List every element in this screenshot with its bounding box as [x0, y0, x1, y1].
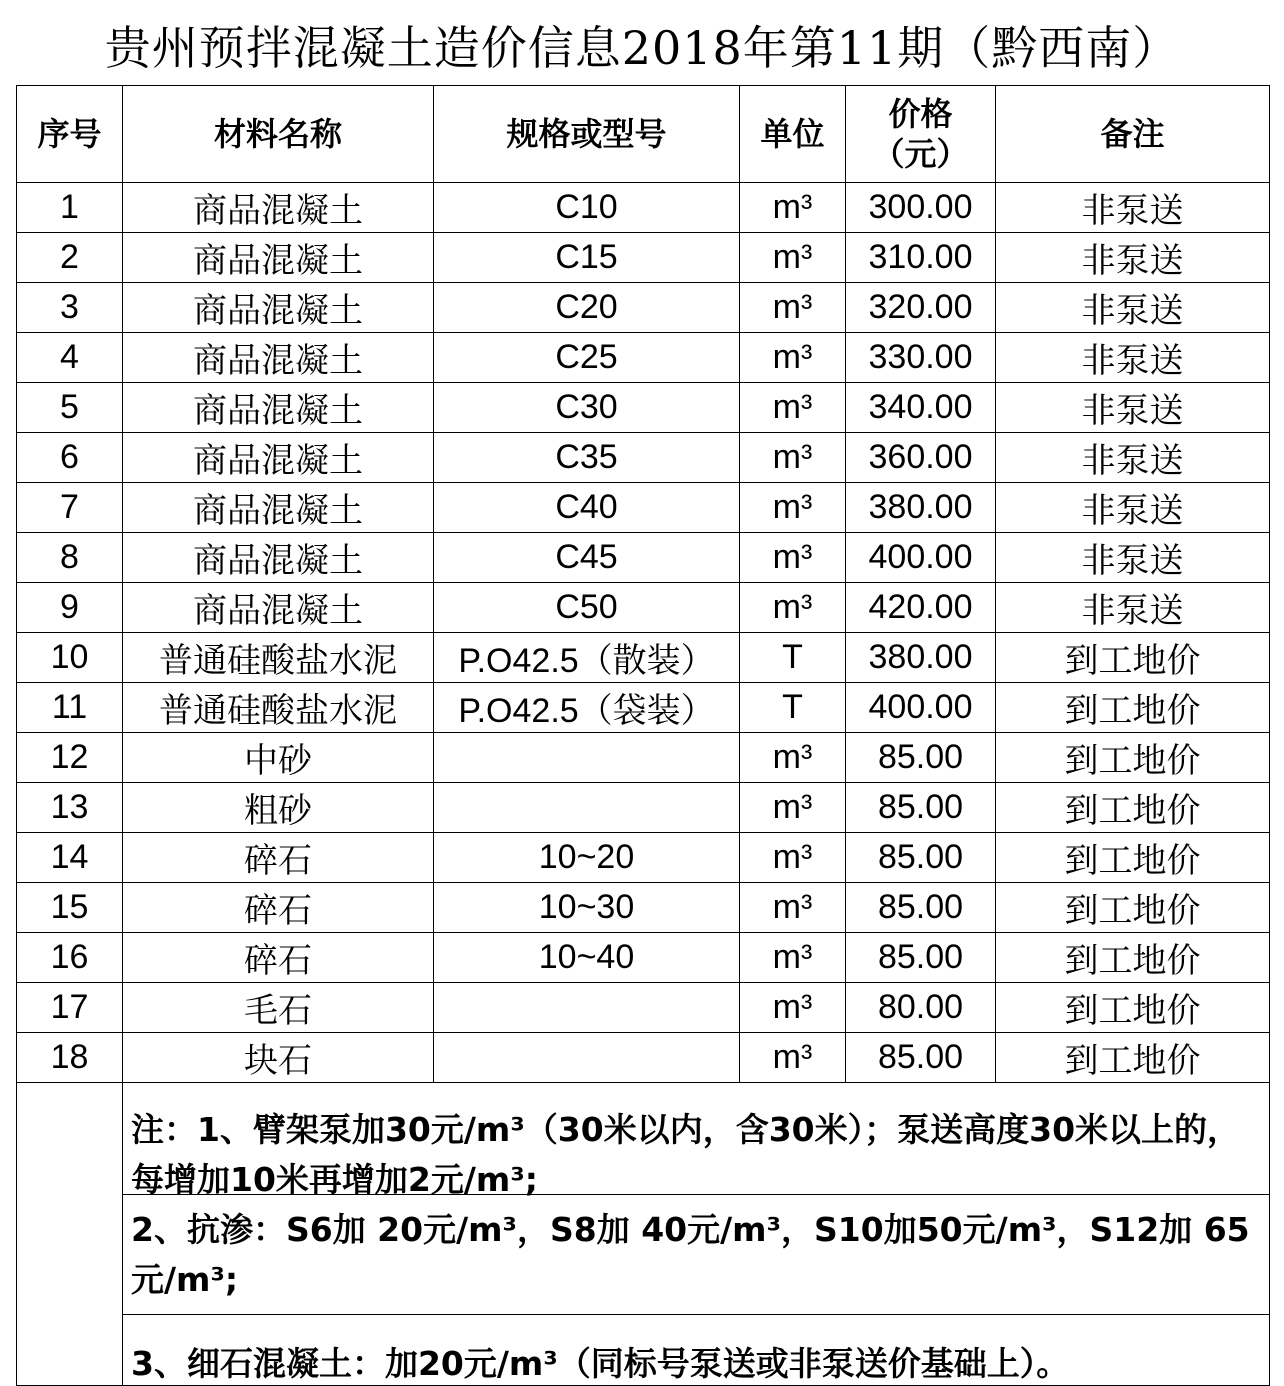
notes-blank-cell [17, 1083, 123, 1386]
cell-unit: T [740, 683, 846, 733]
table-row [17, 683, 1270, 733]
cell-name: 普通硅酸盐水泥 [123, 683, 434, 733]
cell-spec [434, 733, 740, 783]
cell-price: 400.00 [846, 533, 996, 583]
cell-seq: 7 [17, 483, 123, 533]
note-2: 2、抗渗：S6加 20元/m³，S8加 40元/m³，S10加50元/m³，S12加 65元/m³; [123, 1195, 1269, 1315]
table-row [17, 583, 1270, 633]
table-row [17, 933, 1270, 983]
cell-unit: m³ [740, 533, 846, 583]
cell-name: 碎石 [123, 883, 434, 933]
header-unit: 单位 [740, 86, 846, 183]
cell-unit: m³ [740, 583, 846, 633]
cell-name: 中砂 [123, 733, 434, 783]
cell-note: 到工地价 [996, 1033, 1270, 1083]
cell-price: 340.00 [846, 383, 996, 433]
header-seq: 序号 [17, 86, 123, 183]
cell-name: 普通硅酸盐水泥 [123, 633, 434, 683]
cell-name: 碎石 [123, 933, 434, 983]
cell-spec: P.O42.5（袋装） [434, 683, 740, 733]
cell-unit: m³ [740, 783, 846, 833]
cell-seq: 6 [17, 433, 123, 483]
cell-name: 商品混凝土 [123, 333, 434, 383]
cell-price: 80.00 [846, 983, 996, 1033]
cell-unit: m³ [740, 1033, 846, 1083]
cell-unit: m³ [740, 833, 846, 883]
cell-unit: m³ [740, 433, 846, 483]
cell-price: 400.00 [846, 683, 996, 733]
cell-note: 到工地价 [996, 633, 1270, 683]
cell-spec: C15 [434, 233, 740, 283]
cell-note: 非泵送 [996, 483, 1270, 533]
table-row [17, 433, 1270, 483]
cell-unit: m³ [740, 733, 846, 783]
cell-seq: 14 [17, 833, 123, 883]
table-row [17, 183, 1270, 233]
cell-name: 商品混凝土 [123, 483, 434, 533]
price-table [16, 85, 1270, 1386]
header-price [846, 86, 996, 183]
cell-spec: C50 [434, 583, 740, 633]
cell-name: 商品混凝土 [123, 183, 434, 233]
cell-name: 商品混凝土 [123, 383, 434, 433]
cell-price: 85.00 [846, 733, 996, 783]
cell-price: 300.00 [846, 183, 996, 233]
cell-seq: 13 [17, 783, 123, 833]
cell-price: 380.00 [846, 483, 996, 533]
cell-note: 非泵送 [996, 433, 1270, 483]
cell-note: 到工地价 [996, 733, 1270, 783]
note-3: 3、细石混凝土：加20元/m³（同标号泵送或非泵送价基础上）。 [131, 1344, 1070, 1383]
cell-name: 商品混凝土 [123, 433, 434, 483]
header-price-line2: （元） [872, 135, 969, 173]
cell-seq: 16 [17, 933, 123, 983]
cell-unit: m³ [740, 933, 846, 983]
cell-price: 330.00 [846, 333, 996, 383]
cell-unit: m³ [740, 483, 846, 533]
cell-name: 毛石 [123, 983, 434, 1033]
cell-unit: m³ [740, 883, 846, 933]
cell-spec: C30 [434, 383, 740, 433]
cell-seq: 11 [17, 683, 123, 733]
cell-note: 非泵送 [996, 533, 1270, 583]
cell-spec: 10~30 [434, 883, 740, 933]
header-row [17, 86, 1270, 183]
cell-name: 粗砂 [123, 783, 434, 833]
cell-seq: 2 [17, 233, 123, 283]
notes-row [17, 1083, 1270, 1386]
table-row [17, 983, 1270, 1033]
cell-seq: 3 [17, 283, 123, 333]
cell-spec [434, 1033, 740, 1083]
cell-seq: 12 [17, 733, 123, 783]
table-row [17, 383, 1270, 433]
cell-spec: C35 [434, 433, 740, 483]
cell-spec: C40 [434, 483, 740, 533]
cell-price: 310.00 [846, 233, 996, 283]
cell-price: 85.00 [846, 1033, 996, 1083]
cell-note: 到工地价 [996, 833, 1270, 883]
cell-note: 非泵送 [996, 583, 1270, 633]
cell-spec [434, 983, 740, 1033]
cell-price: 380.00 [846, 633, 996, 683]
table-row [17, 533, 1270, 583]
cell-note: 非泵送 [996, 383, 1270, 433]
header-note: 备注 [996, 86, 1270, 183]
cell-price: 85.00 [846, 883, 996, 933]
table-body [17, 183, 1270, 1386]
header-name: 材料名称 [123, 86, 434, 183]
table-row [17, 783, 1270, 833]
cell-name: 碎石 [123, 833, 434, 883]
cell-price: 85.00 [846, 833, 996, 883]
cell-seq: 9 [17, 583, 123, 633]
table-row [17, 733, 1270, 783]
cell-unit: m³ [740, 333, 846, 383]
cell-spec: P.O42.5（散装） [434, 633, 740, 683]
page-title: 贵州预拌混凝土造价信息2018年第11期（黔西南） [104, 21, 1180, 75]
cell-note: 到工地价 [996, 933, 1270, 983]
cell-spec [434, 783, 740, 833]
header-spec: 规格或型号 [434, 86, 740, 183]
cell-unit: m³ [740, 183, 846, 233]
cell-note: 非泵送 [996, 283, 1270, 333]
cell-spec: 10~20 [434, 833, 740, 883]
cell-seq: 15 [17, 883, 123, 933]
cell-seq: 5 [17, 383, 123, 433]
cell-note: 到工地价 [996, 783, 1270, 833]
table-row [17, 483, 1270, 533]
cell-note: 到工地价 [996, 683, 1270, 733]
cell-name: 块石 [123, 1033, 434, 1083]
cell-note: 非泵送 [996, 333, 1270, 383]
cell-unit: m³ [740, 983, 846, 1033]
notes-cell [123, 1083, 1270, 1386]
cell-spec: 10~40 [434, 933, 740, 983]
cell-unit: m³ [740, 283, 846, 333]
cell-unit: T [740, 633, 846, 683]
cell-note: 非泵送 [996, 233, 1270, 283]
cell-unit: m³ [740, 383, 846, 433]
table-row [17, 233, 1270, 283]
cell-name: 商品混凝土 [123, 533, 434, 583]
cell-spec: C10 [434, 183, 740, 233]
cell-seq: 8 [17, 533, 123, 583]
cell-name: 商品混凝土 [123, 283, 434, 333]
note-1: 注：1、臂架泵加30元/m³（30米以内，含30米）；泵送高度30米以上的，每增加10米再增加2元/m³; [123, 1083, 1269, 1195]
header-price-line1: 价格 [888, 95, 953, 133]
cell-seq: 10 [17, 633, 123, 683]
table-row [17, 333, 1270, 383]
cell-seq: 1 [17, 183, 123, 233]
cell-seq: 18 [17, 1033, 123, 1083]
cell-note: 到工地价 [996, 983, 1270, 1033]
cell-seq: 17 [17, 983, 123, 1033]
table-row [17, 883, 1270, 933]
table-row [17, 633, 1270, 683]
cell-name: 商品混凝土 [123, 583, 434, 633]
table-row [17, 833, 1270, 883]
cell-price: 420.00 [846, 583, 996, 633]
cell-price: 85.00 [846, 933, 996, 983]
cell-spec: C25 [434, 333, 740, 383]
cell-price: 85.00 [846, 783, 996, 833]
table-row [17, 1033, 1270, 1083]
cell-spec: C20 [434, 283, 740, 333]
table-row [17, 283, 1270, 333]
cell-note: 非泵送 [996, 183, 1270, 233]
cell-price: 360.00 [846, 433, 996, 483]
cell-note: 到工地价 [996, 883, 1270, 933]
cell-price: 320.00 [846, 283, 996, 333]
cell-spec: C45 [434, 533, 740, 583]
cell-unit: m³ [740, 233, 846, 283]
cell-seq: 4 [17, 333, 123, 383]
cell-name: 商品混凝土 [123, 233, 434, 283]
